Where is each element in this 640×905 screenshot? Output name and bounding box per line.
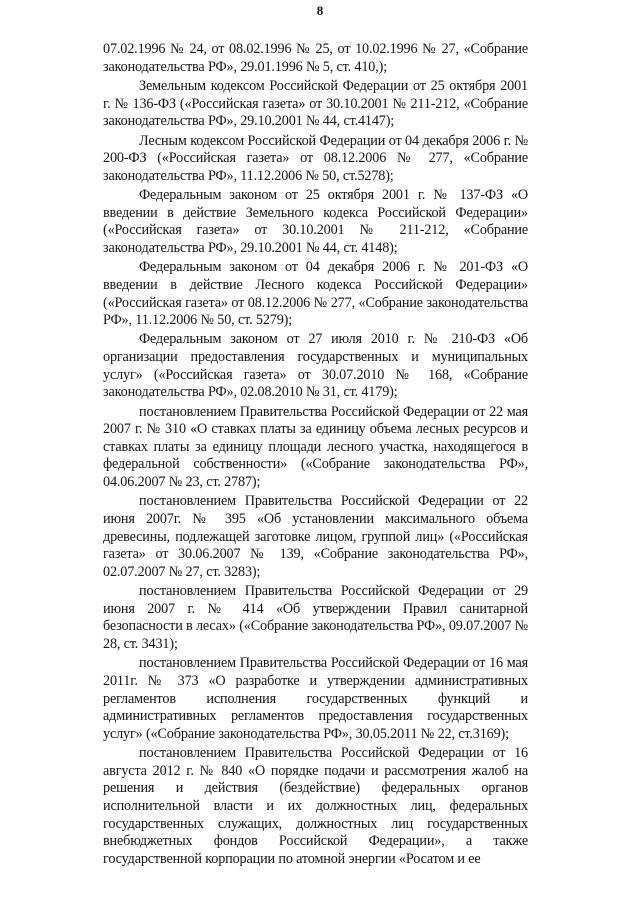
paragraph-resolution-395: постановлением Правительства Российской Федерации от 22 июня 2007г. № 395 «Об установлении максимального объема древесины, подлежащей заготовке лицом, группой лиц» («Российская газета» от 30.06.2007 № 139, «Собрание законодательства РФ», 02.07.2007 № 27, ст. 3283);: [103, 493, 528, 580]
paragraph-law-137-fz: Федеральным законом от 25 октября 2001 г. № 137-ФЗ «О введении в действие Земельного кодекса Российской Федерации» («Российская газета» от 30.10.2001 № 211-212, «Собрание законодательства РФ», 29.10.2001 № 44, ст. 4148);: [103, 187, 528, 256]
paragraph-continuation: 07.02.1996 № 24, от 08.02.1996 № 25, от 10.02.1996 № 27, «Собрание законодательства РФ», 29.01.1996 № 5, ст. 410,);: [103, 41, 528, 75]
document-body: [103, 41, 528, 870]
paragraph-resolution-310: постановлением Правительства Российской Федерации от 22 мая 2007 г. № 310 «О ставках платы за единицу объема лесных ресурсов и ставках платы за единицу площади лесного участка, находящегося в федеральной собственности» («Собрание законодательства РФ», 04.06.2007 № 23, ст. 2787);: [103, 403, 528, 491]
page-number: 8: [316, 3, 324, 18]
paragraph-land-code: Земельным кодексом Российской Федерации от 25 октября 2001 г. № 136-ФЗ («Российская газета» от 30.10.2001 № 211-212, «Собрание законодательства РФ», 29.10.2001 № 44, ст.4147);: [103, 77, 528, 130]
paragraph-law-201-fz: Федеральным законом от 04 декабря 2006 г. № 201-ФЗ «О введении в действие Лесного кодекса Российской Федерации» («Российская газета» от 08.12.2006 № 277, «Собрание законодательства РФ», 11.12.2006 № 50, ст. 5279);: [103, 259, 528, 329]
paragraph-resolution-414: постановлением Правительства Российской Федерации от 29 июня 2007 г. № 414 «Об утверждении Правил санитарной безопасности в лесах» («Собрание законодательства РФ», 09.07.2007 № 28, ст. 3431);: [103, 583, 528, 652]
paragraph-forest-code: Лесным кодексом Российской Федерации от 04 декабря 2006 г. № 200-ФЗ («Российская газета» от 08.12.2006 № 277, «Собрание законодательства РФ», 11.12.2006 № 50, ст.5278);: [103, 132, 528, 184]
paragraph-resolution-840: постановлением Правительства Российской Федерации от 16 августа 2012 г. № 840 «О порядке подачи и рассмотрения жалоб на решения и действия (бездействие) федеральных органов исполнительной власти и их должностных лиц, федеральных государственных служащих, должностных лиц государственных внебюджетных фондов Российской Федерации», а также государственной корпорации по атомной энергии «Росатом и ее: [103, 745, 528, 867]
paragraph-resolution-373: постановлением Правительства Российской Федерации от 16 мая 2011г. № 373 «О разработке и утверждении административных регламентов исполнения государственных функций и административных регламентов предоставления государственных услуг» («Собрание законодательства РФ», 30.05.2011 № 22, ст.3169);: [103, 655, 528, 742]
paragraph-law-210-fz: Федеральным законом от 27 июля 2010 г. № 210-ФЗ «Об организации предоставления государственных и муниципальных услуг» («Российская газета» от 30.07.2010 № 168, «Собрание законодательства РФ», 02.08.2010 № 31, ст. 4179);: [103, 331, 528, 401]
